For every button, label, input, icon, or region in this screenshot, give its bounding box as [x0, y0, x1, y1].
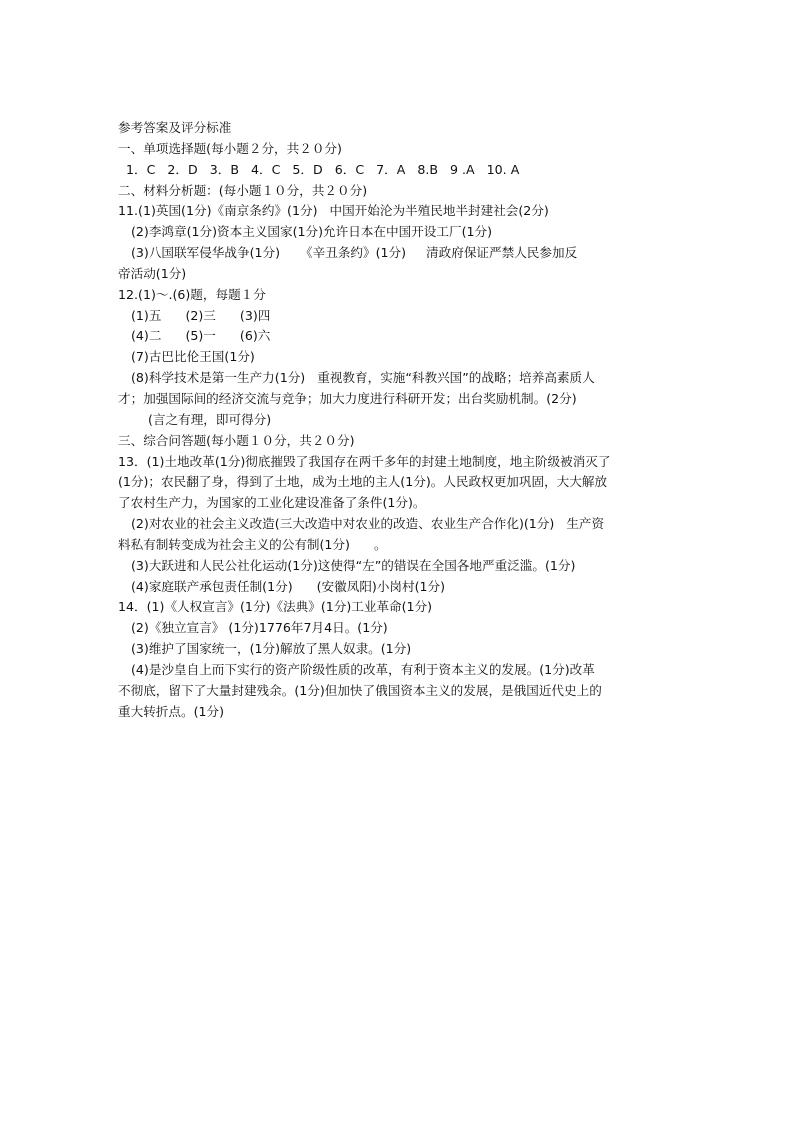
- section-heading-choice: 一、单项选择题(每小题２分，共２０分): [118, 140, 342, 156]
- choice-answers: 1．C 2．D 3．B 4．C 5．D 6．C 7．A 8.B 9 .A 10. A: [118, 161, 520, 177]
- answer-line: (2)李鸿章(1分)资本主义国家(1分)允许日本在中国开设工厂(1分): [131, 224, 493, 240]
- answer-line: (2)《独立宣言》 (1分)1776年7月4日。(1分): [131, 620, 388, 636]
- answer-line: (4)家庭联产承包责任制(1分) (安徽凤阳)小岗村(1分): [131, 578, 446, 594]
- document-title: 参考答案及评分标准: [118, 120, 232, 135]
- answer-line: 重大转折点。(1分): [118, 703, 224, 719]
- answer-line: 帝活动(1分): [118, 265, 187, 281]
- answer-line: (7)古巴比伦王国(1分): [131, 349, 255, 365]
- answer-line: (1)五 (2)三 (3)四: [131, 307, 271, 323]
- section-heading-comprehensive: 三、综合问答题(每小题１０分，共２０分): [118, 432, 355, 448]
- answer-line: (3)大跃进和人民公社化运动(1分)这使得“左”的错误在全国各地严重泛滥。(1分): [131, 557, 576, 573]
- answer-note: (言之有理，即可得分): [148, 411, 272, 427]
- answer-line: (4)二 (5)一 (6)六: [131, 328, 271, 344]
- answer-line: (1分)；农民翻了身，得到了土地，成为土地的主人(1分)。人民政权更加巩固，大大解放: [118, 474, 608, 490]
- answer-line: 11.(1)英国(1分)《南京条约》(1分) 中国开始沦为半殖民地半封建社会(2分): [118, 203, 549, 219]
- section-heading-material: 二、材料分析题：(每小题１０分，共２０分): [118, 182, 368, 198]
- answer-line: 不彻底，留下了大量封建残余。(1分)但加快了俄国资本主义的发展，是俄国近代史上的: [118, 682, 602, 698]
- answer-line: (4)是沙皇自上而下实行的资产阶级性质的改革，有利于资本主义的发展。(1分)改革: [131, 661, 595, 677]
- answer-line: 了农村生产力，为国家的工业化建设准备了条件(1分)。: [118, 495, 426, 511]
- answer-line: 13．(1)土地改革(1分)彻底摧毁了我国存在两千多年的封建土地制度，地主阶级被消灭了: [118, 453, 611, 469]
- answer-line: 才；加强国际间的经济交流与竞争；加大力度进行科研开发；出台奖励机制。(2分): [118, 390, 577, 406]
- answer-line: (2)对农业的社会主义改造(三大改造中对农业的改造、农业生产合作化)(1分) 生产资: [131, 516, 605, 532]
- answer-line: (8)科学技术是第一生产力(1分) 重视教育，实施“科教兴国”的战略；培养高素质人: [131, 370, 595, 386]
- answer-key-document: [118, 118, 678, 722]
- answer-line: 12.(1)～.(6)题，每题１分: [118, 286, 266, 302]
- answer-line: 料私有制转变成为社会主义的公有制(1分) 。: [118, 536, 387, 552]
- answer-line: 14．(1)《人权宣言》(1分)《法典》(1分)工业革命(1分): [118, 599, 433, 615]
- answer-line: (3)八国联军侵华战争(1分) 《辛丑条约》(1分) 清政府保证严禁人民参加反: [131, 245, 578, 261]
- answer-line: (3)维护了国家统一，(1分)解放了黑人奴隶。(1分): [131, 641, 412, 657]
